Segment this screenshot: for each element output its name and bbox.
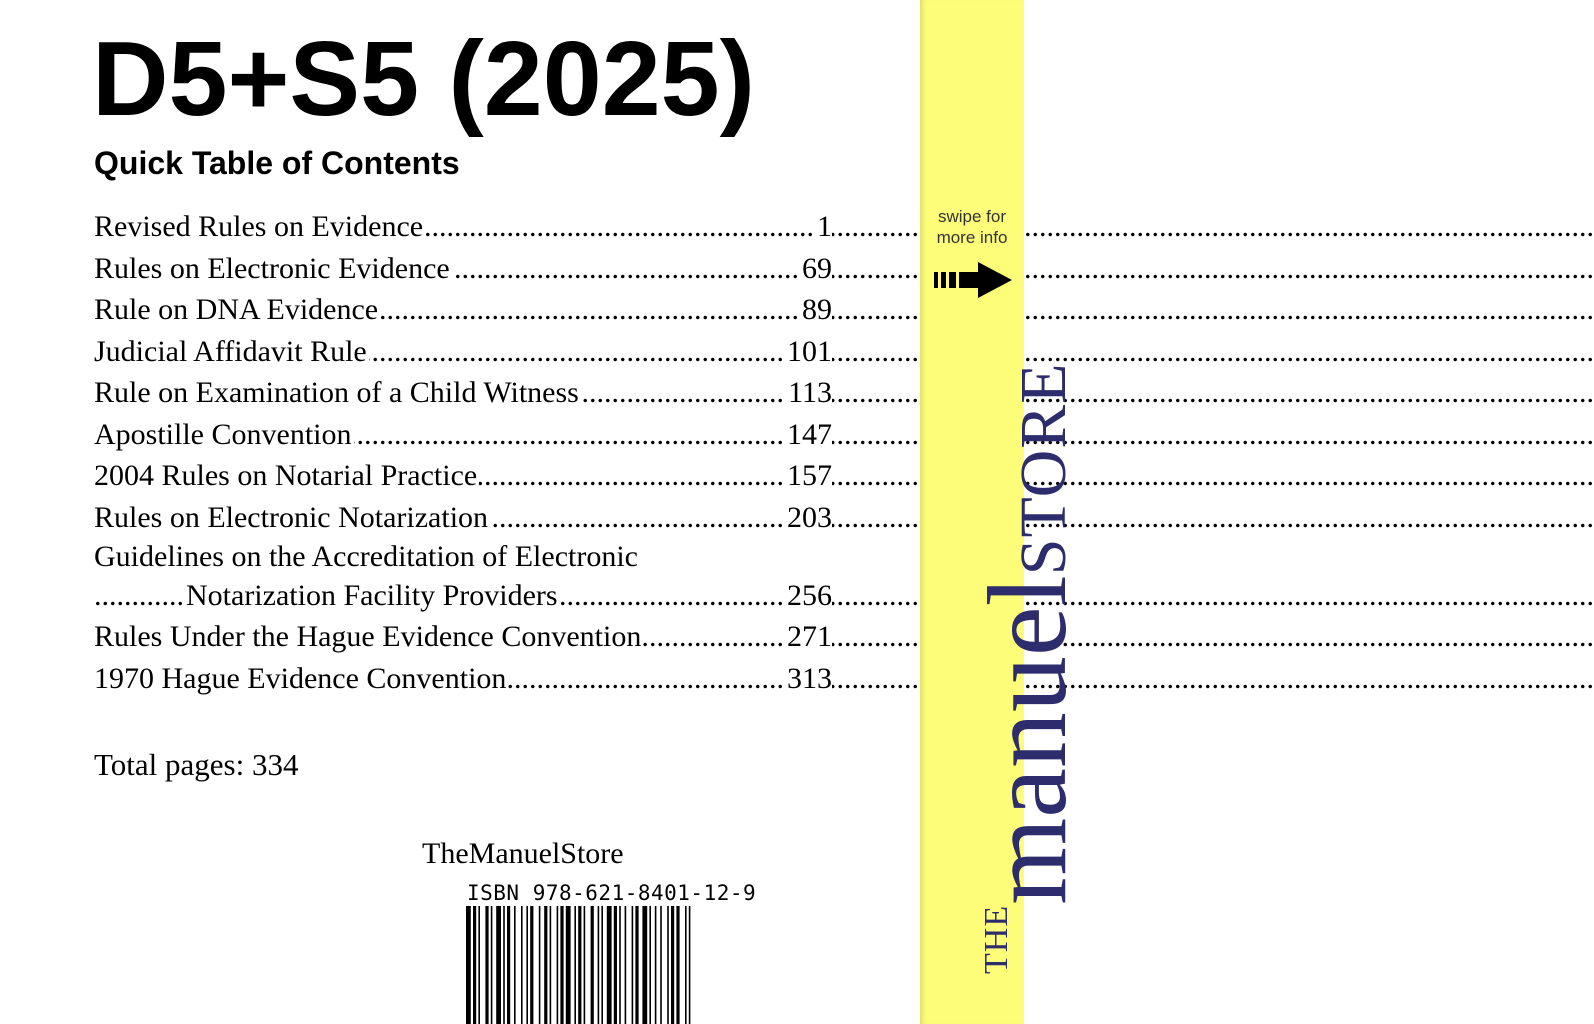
toc-entry xyxy=(94,372,832,414)
barcode-bar xyxy=(676,906,679,1024)
barcode-bar xyxy=(632,906,634,1024)
barcode-bar xyxy=(473,906,476,1024)
swipe-hint-line: swipe for xyxy=(937,207,1007,226)
toc-entry-first-line xyxy=(94,538,832,576)
toc-entry-page: 313 xyxy=(785,658,832,700)
barcode-bar xyxy=(598,906,600,1024)
barcode-bar xyxy=(584,906,586,1024)
barcode-bar xyxy=(667,906,669,1024)
barcode-bar xyxy=(635,906,638,1024)
toc-entry xyxy=(94,497,832,539)
toc-entry-page: 69 xyxy=(800,248,832,290)
barcode-bar xyxy=(466,906,471,1024)
toc-entry-page: 203 xyxy=(785,497,832,539)
toc-entry xyxy=(94,658,832,700)
toc-entry xyxy=(94,414,832,456)
toc-entry xyxy=(94,206,832,248)
toc-entry-title: 2004 Rules on Notarial Practice xyxy=(94,455,479,497)
brand-logo-the: THE xyxy=(978,904,1015,974)
barcode-bar xyxy=(566,906,571,1024)
toc-entry-page: 147 xyxy=(785,414,832,456)
toc-entry xyxy=(94,248,832,290)
brand-logo xyxy=(966,362,1090,974)
barcode xyxy=(464,906,764,1024)
table-of-contents xyxy=(94,206,832,699)
barcode-bar xyxy=(503,906,505,1024)
toc-entry xyxy=(94,616,832,658)
barcode-bar xyxy=(574,906,576,1024)
barcode-bar xyxy=(671,906,674,1024)
barcode-bar xyxy=(514,906,516,1024)
barcode-bar xyxy=(601,906,603,1024)
toc-entry-continuation xyxy=(94,576,832,616)
barcode-bar xyxy=(685,906,687,1024)
barcode-bar xyxy=(496,906,501,1024)
swipe-hint xyxy=(920,206,1024,248)
toc-entry-title: Guidelines on the Accreditation of Electronic xyxy=(94,538,638,576)
toc-entry-title: Revised Rules on Evidence xyxy=(94,206,425,248)
brand-logo-store: STORE xyxy=(1007,362,1080,576)
toc-entry-page: 113 xyxy=(786,372,832,414)
toc-entry xyxy=(94,331,832,373)
barcode-bar xyxy=(660,906,662,1024)
total-pages: Total pages: 334 xyxy=(94,747,299,782)
toc-entry xyxy=(94,289,832,331)
toc-entry-page: 271 xyxy=(785,616,832,658)
toc-entry-page: 89 xyxy=(800,289,832,331)
barcode-bar xyxy=(521,906,523,1024)
barcode-bar xyxy=(550,906,552,1024)
barcode-bar xyxy=(649,906,651,1024)
barcode-bar xyxy=(607,906,612,1024)
toc-heading: Quick Table of Contents xyxy=(94,145,460,181)
toc-entry-title: 1970 Hague Evidence Convention xyxy=(94,658,508,700)
publisher-name: TheManuelStore xyxy=(422,837,624,870)
toc-entry-title: Judicial Affidavit Rule xyxy=(94,331,369,373)
barcode-bar xyxy=(491,906,493,1024)
barcode-bar xyxy=(689,906,691,1024)
barcode-bar xyxy=(485,906,488,1024)
toc-entry-title: Rules on Electronic Notarization xyxy=(94,497,490,539)
barcode-bar xyxy=(655,906,657,1024)
toc-entry-page: 1 xyxy=(815,206,832,248)
barcode-bar xyxy=(625,906,627,1024)
barcode-bar xyxy=(557,906,559,1024)
toc-entry-title: Rule on Examination of a Child Witness xyxy=(94,372,581,414)
barcode-bar xyxy=(642,906,647,1024)
barcode-bar xyxy=(530,906,533,1024)
brand-logo-manuel: manuel xyxy=(966,575,1090,905)
barcode-bar xyxy=(560,906,563,1024)
barcode-bar xyxy=(619,906,621,1024)
toc-entry-title-continued: Notarization Facility Providers xyxy=(186,576,560,616)
toc-entry xyxy=(94,455,832,497)
barcode-bar xyxy=(526,906,528,1024)
barcode-bar xyxy=(591,906,594,1024)
barcode-bar xyxy=(478,906,480,1024)
toc-entry-page: 101 xyxy=(785,331,832,373)
book-title: D5+S5 (2025) xyxy=(92,20,755,138)
swipe-sidebar[interactable] xyxy=(920,0,1090,1024)
toc-entry-page: 157 xyxy=(785,455,832,497)
barcode-bar xyxy=(578,906,581,1024)
barcode-bar xyxy=(507,906,510,1024)
toc-entry-title: Rule on DNA Evidence xyxy=(94,289,380,331)
toc-entry-title: Rules Under the Hague Evidence Convention. xyxy=(94,616,651,658)
toc-entry-title: Rules on Electronic Evidence xyxy=(94,248,452,290)
right-arrow-icon[interactable] xyxy=(934,260,1014,300)
toc-entry-page: 256 xyxy=(785,576,832,616)
barcode-bar xyxy=(544,906,547,1024)
swipe-hint-line: more info xyxy=(936,228,1008,247)
barcode-bar xyxy=(614,906,617,1024)
isbn-number: ISBN 978-621-8401-12-9 xyxy=(467,881,757,905)
toc-entry-title: Apostille Convention xyxy=(94,414,354,456)
barcode-bar xyxy=(539,906,541,1024)
